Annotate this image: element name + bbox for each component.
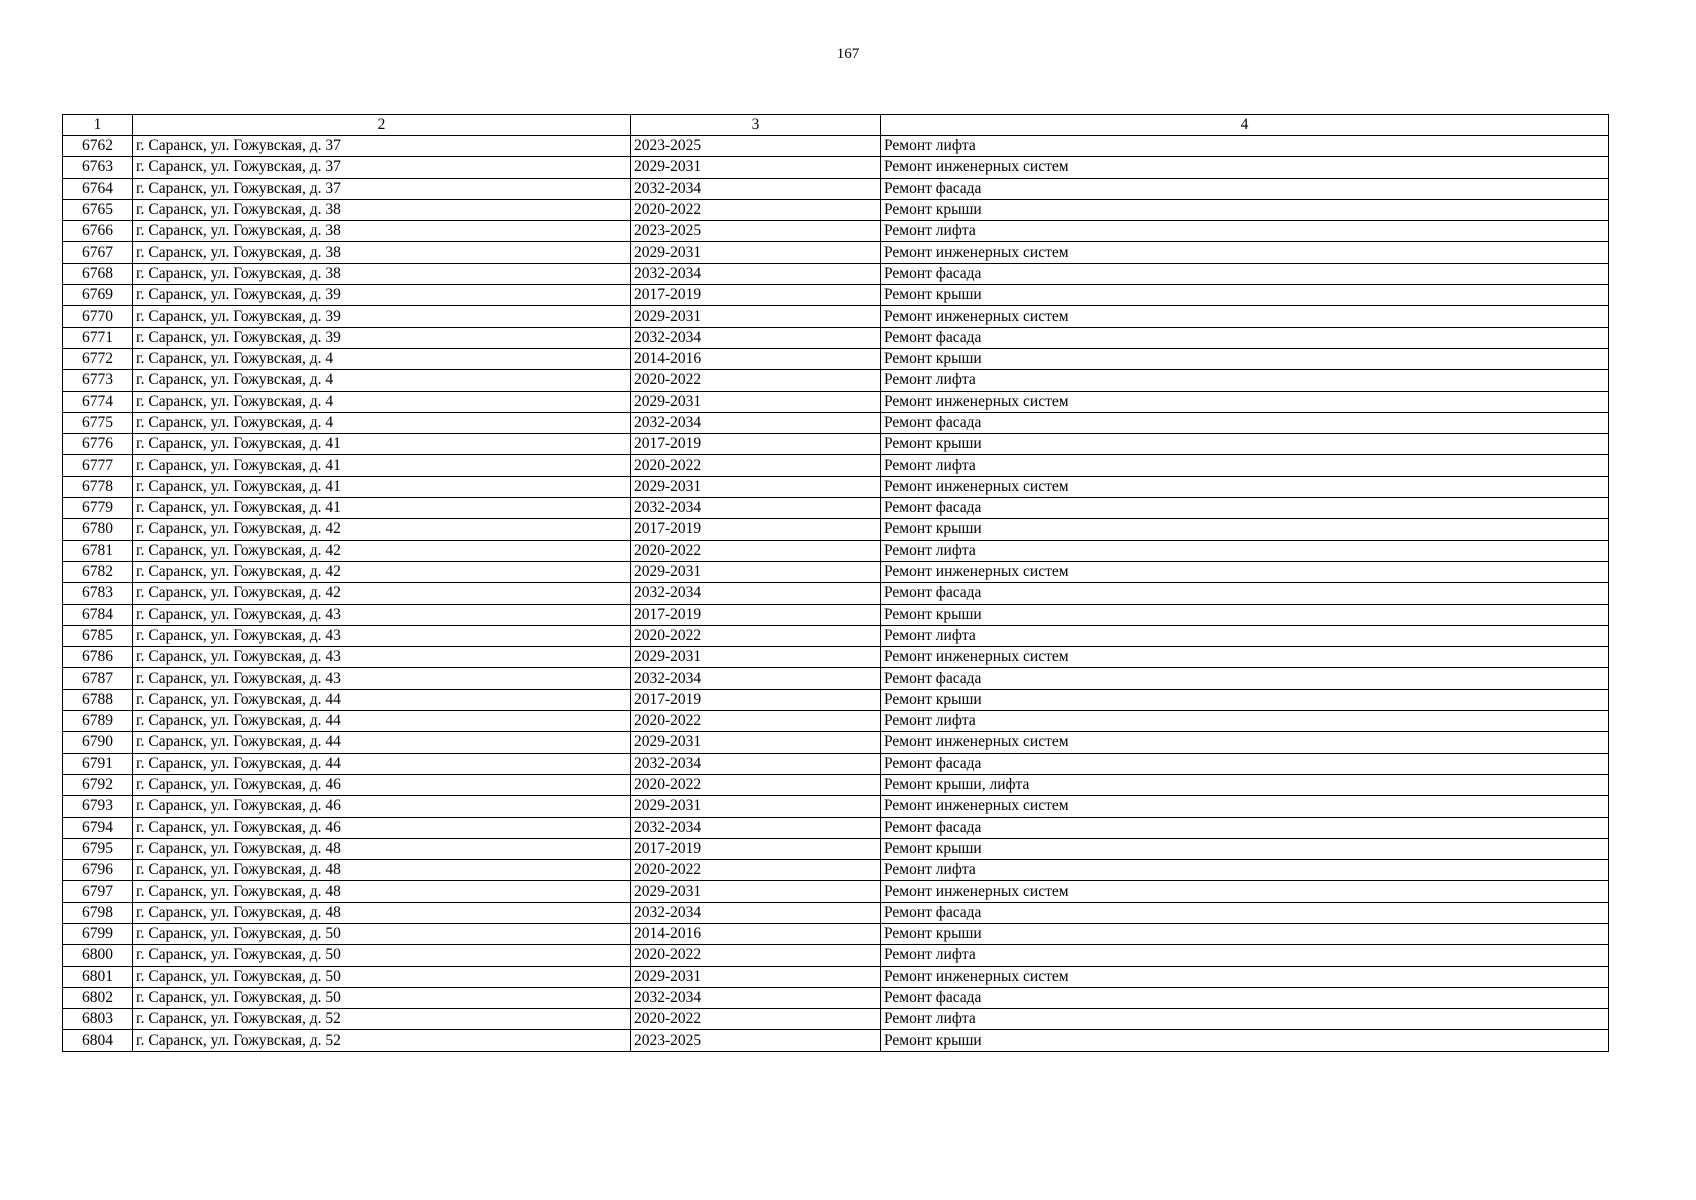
table-row xyxy=(63,391,1609,412)
table-row xyxy=(63,498,1609,519)
column-header-1: 1 xyxy=(63,115,133,136)
row-number: 6779 xyxy=(63,498,133,519)
row-number: 6795 xyxy=(63,838,133,859)
page-number: 167 xyxy=(836,46,860,62)
row-number: 6763 xyxy=(63,157,133,178)
work-type-cell: Ремонт крыши xyxy=(881,348,1609,369)
period-cell: 2029-2031 xyxy=(631,157,881,178)
address-cell: г. Саранск, ул. Гожувская, д. 48 xyxy=(133,881,631,902)
row-number: 6792 xyxy=(63,774,133,795)
work-type-cell: Ремонт инженерных систем xyxy=(881,796,1609,817)
period-cell: 2032-2034 xyxy=(631,327,881,348)
work-type-cell: Ремонт инженерных систем xyxy=(881,157,1609,178)
address-cell: г. Саранск, ул. Гожувская, д. 52 xyxy=(133,1009,631,1030)
address-cell: г. Саранск, ул. Гожувская, д. 41 xyxy=(133,498,631,519)
address-cell: г. Саранск, ул. Гожувская, д. 48 xyxy=(133,838,631,859)
table-row xyxy=(63,817,1609,838)
period-cell: 2023-2025 xyxy=(631,221,881,242)
address-cell: г. Саранск, ул. Гожувская, д. 52 xyxy=(133,1030,631,1051)
address-cell: г. Саранск, ул. Гожувская, д. 4 xyxy=(133,370,631,391)
row-number: 6775 xyxy=(63,412,133,433)
table-row xyxy=(63,476,1609,497)
work-type-cell: Ремонт фасада xyxy=(881,263,1609,284)
address-cell: г. Саранск, ул. Гожувская, д. 43 xyxy=(133,647,631,668)
row-number: 6791 xyxy=(63,753,133,774)
address-cell: г. Саранск, ул. Гожувская, д. 44 xyxy=(133,732,631,753)
address-cell: г. Саранск, ул. Гожувская, д. 38 xyxy=(133,242,631,263)
address-cell: г. Саранск, ул. Гожувская, д. 39 xyxy=(133,327,631,348)
address-cell: г. Саранск, ул. Гожувская, д. 4 xyxy=(133,391,631,412)
work-type-cell: Ремонт инженерных систем xyxy=(881,242,1609,263)
address-cell: г. Саранск, ул. Гожувская, д. 50 xyxy=(133,987,631,1008)
period-cell: 2032-2034 xyxy=(631,412,881,433)
work-type-cell: Ремонт фасада xyxy=(881,412,1609,433)
table-row xyxy=(63,753,1609,774)
table-row xyxy=(63,157,1609,178)
row-number: 6767 xyxy=(63,242,133,263)
work-type-cell: Ремонт лифта xyxy=(881,860,1609,881)
row-number: 6799 xyxy=(63,923,133,944)
table-row xyxy=(63,285,1609,306)
work-type-cell: Ремонт фасада xyxy=(881,902,1609,923)
period-cell: 2029-2031 xyxy=(631,476,881,497)
period-cell: 2029-2031 xyxy=(631,306,881,327)
table-row xyxy=(63,221,1609,242)
row-number: 6777 xyxy=(63,455,133,476)
work-type-cell: Ремонт крыши xyxy=(881,1030,1609,1051)
table-row xyxy=(63,732,1609,753)
table-row xyxy=(63,242,1609,263)
period-cell: 2020-2022 xyxy=(631,370,881,391)
address-cell: г. Саранск, ул. Гожувская, д. 48 xyxy=(133,902,631,923)
row-number: 6773 xyxy=(63,370,133,391)
address-cell: г. Саранск, ул. Гожувская, д. 43 xyxy=(133,668,631,689)
row-number: 6772 xyxy=(63,348,133,369)
address-cell: г. Саранск, ул. Гожувская, д. 44 xyxy=(133,753,631,774)
table-row xyxy=(63,796,1609,817)
work-type-cell: Ремонт крыши xyxy=(881,689,1609,710)
period-cell: 2032-2034 xyxy=(631,178,881,199)
address-cell: г. Саранск, ул. Гожувская, д. 42 xyxy=(133,519,631,540)
work-type-cell: Ремонт крыши xyxy=(881,285,1609,306)
work-type-cell: Ремонт фасада xyxy=(881,668,1609,689)
period-cell: 2014-2016 xyxy=(631,923,881,944)
address-cell: г. Саранск, ул. Гожувская, д. 38 xyxy=(133,263,631,284)
row-number: 6788 xyxy=(63,689,133,710)
work-type-cell: Ремонт крыши xyxy=(881,838,1609,859)
table-row xyxy=(63,711,1609,732)
period-cell: 2023-2025 xyxy=(631,1030,881,1051)
row-number: 6764 xyxy=(63,178,133,199)
row-number: 6802 xyxy=(63,987,133,1008)
work-type-cell: Ремонт фасада xyxy=(881,498,1609,519)
work-type-cell: Ремонт крыши xyxy=(881,199,1609,220)
table-row xyxy=(63,625,1609,646)
work-type-cell: Ремонт инженерных систем xyxy=(881,966,1609,987)
period-cell: 2020-2022 xyxy=(631,1009,881,1030)
row-number: 6796 xyxy=(63,860,133,881)
address-cell: г. Саранск, ул. Гожувская, д. 41 xyxy=(133,434,631,455)
address-cell: г. Саранск, ул. Гожувская, д. 37 xyxy=(133,178,631,199)
work-type-cell: Ремонт лифта xyxy=(881,455,1609,476)
table-row xyxy=(63,838,1609,859)
period-cell: 2017-2019 xyxy=(631,285,881,306)
period-cell: 2017-2019 xyxy=(631,838,881,859)
row-number: 6780 xyxy=(63,519,133,540)
table-row xyxy=(63,327,1609,348)
period-cell: 2020-2022 xyxy=(631,199,881,220)
table-row xyxy=(63,178,1609,199)
address-cell: г. Саранск, ул. Гожувская, д. 50 xyxy=(133,966,631,987)
address-cell: г. Саранск, ул. Гожувская, д. 50 xyxy=(133,945,631,966)
work-type-cell: Ремонт лифта xyxy=(881,221,1609,242)
period-cell: 2020-2022 xyxy=(631,945,881,966)
work-type-cell: Ремонт фасада xyxy=(881,583,1609,604)
table-row xyxy=(63,923,1609,944)
address-cell: г. Саранск, ул. Гожувская, д. 44 xyxy=(133,711,631,732)
period-cell: 2017-2019 xyxy=(631,689,881,710)
table-row xyxy=(63,561,1609,582)
period-cell: 2020-2022 xyxy=(631,625,881,646)
row-number: 6782 xyxy=(63,561,133,582)
period-cell: 2032-2034 xyxy=(631,263,881,284)
table-row xyxy=(63,987,1609,1008)
table-row xyxy=(63,306,1609,327)
address-cell: г. Саранск, ул. Гожувская, д. 37 xyxy=(133,136,631,157)
row-number: 6762 xyxy=(63,136,133,157)
row-number: 6778 xyxy=(63,476,133,497)
work-type-cell: Ремонт лифта xyxy=(881,1009,1609,1030)
period-cell: 2032-2034 xyxy=(631,583,881,604)
period-cell: 2029-2031 xyxy=(631,391,881,412)
work-type-cell: Ремонт крыши xyxy=(881,604,1609,625)
address-cell: г. Саранск, ул. Гожувская, д. 50 xyxy=(133,923,631,944)
period-cell: 2029-2031 xyxy=(631,732,881,753)
row-number: 6784 xyxy=(63,604,133,625)
address-cell: г. Саранск, ул. Гожувская, д. 41 xyxy=(133,476,631,497)
work-type-cell: Ремонт инженерных систем xyxy=(881,391,1609,412)
work-type-cell: Ремонт крыши, лифта xyxy=(881,774,1609,795)
row-number: 6785 xyxy=(63,625,133,646)
work-type-cell: Ремонт лифта xyxy=(881,625,1609,646)
period-cell: 2029-2031 xyxy=(631,561,881,582)
address-cell: г. Саранск, ул. Гожувская, д. 48 xyxy=(133,860,631,881)
period-cell: 2032-2034 xyxy=(631,753,881,774)
address-cell: г. Саранск, ул. Гожувская, д. 37 xyxy=(133,157,631,178)
work-type-cell: Ремонт инженерных систем xyxy=(881,561,1609,582)
table-row xyxy=(63,455,1609,476)
row-number: 6765 xyxy=(63,199,133,220)
table-row xyxy=(63,1009,1609,1030)
address-cell: г. Саранск, ул. Гожувская, д. 43 xyxy=(133,604,631,625)
row-number: 6776 xyxy=(63,434,133,455)
work-type-cell: Ремонт фасада xyxy=(881,753,1609,774)
table-row xyxy=(63,881,1609,902)
table-row xyxy=(63,689,1609,710)
row-number: 6800 xyxy=(63,945,133,966)
period-cell: 2029-2031 xyxy=(631,647,881,668)
table-row xyxy=(63,668,1609,689)
row-number: 6789 xyxy=(63,711,133,732)
repair-schedule-table xyxy=(62,114,1609,1052)
row-number: 6771 xyxy=(63,327,133,348)
address-cell: г. Саранск, ул. Гожувская, д. 38 xyxy=(133,221,631,242)
row-number: 6793 xyxy=(63,796,133,817)
table-row xyxy=(63,860,1609,881)
address-cell: г. Саранск, ул. Гожувская, д. 43 xyxy=(133,625,631,646)
work-type-cell: Ремонт крыши xyxy=(881,519,1609,540)
table-row xyxy=(63,348,1609,369)
work-type-cell: Ремонт инженерных систем xyxy=(881,476,1609,497)
period-cell: 2029-2031 xyxy=(631,796,881,817)
address-cell: г. Саранск, ул. Гожувская, д. 39 xyxy=(133,306,631,327)
table-row xyxy=(63,604,1609,625)
work-type-cell: Ремонт лифта xyxy=(881,136,1609,157)
table-header xyxy=(63,115,1609,136)
address-cell: г. Саранск, ул. Гожувская, д. 42 xyxy=(133,561,631,582)
work-type-cell: Ремонт лифта xyxy=(881,711,1609,732)
table-row xyxy=(63,540,1609,561)
row-number: 6798 xyxy=(63,902,133,923)
row-number: 6774 xyxy=(63,391,133,412)
table-row xyxy=(63,774,1609,795)
table-row xyxy=(63,434,1609,455)
row-number: 6804 xyxy=(63,1030,133,1051)
row-number: 6794 xyxy=(63,817,133,838)
work-type-cell: Ремонт крыши xyxy=(881,923,1609,944)
address-cell: г. Саранск, ул. Гожувская, д. 42 xyxy=(133,583,631,604)
period-cell: 2017-2019 xyxy=(631,604,881,625)
work-type-cell: Ремонт лифта xyxy=(881,370,1609,391)
work-type-cell: Ремонт фасада xyxy=(881,178,1609,199)
table-row xyxy=(63,902,1609,923)
table-row xyxy=(63,136,1609,157)
period-cell: 2020-2022 xyxy=(631,711,881,732)
row-number: 6801 xyxy=(63,966,133,987)
table-row xyxy=(63,945,1609,966)
table-row xyxy=(63,966,1609,987)
period-cell: 2029-2031 xyxy=(631,881,881,902)
row-number: 6797 xyxy=(63,881,133,902)
work-type-cell: Ремонт инженерных систем xyxy=(881,647,1609,668)
period-cell: 2029-2031 xyxy=(631,242,881,263)
row-number: 6766 xyxy=(63,221,133,242)
row-number: 6781 xyxy=(63,540,133,561)
row-number: 6770 xyxy=(63,306,133,327)
period-cell: 2017-2019 xyxy=(631,434,881,455)
address-cell: г. Саранск, ул. Гожувская, д. 46 xyxy=(133,817,631,838)
work-type-cell: Ремонт лифта xyxy=(881,945,1609,966)
address-cell: г. Саранск, ул. Гожувская, д. 44 xyxy=(133,689,631,710)
table-row xyxy=(63,1030,1609,1051)
row-number: 6783 xyxy=(63,583,133,604)
work-type-cell: Ремонт фасада xyxy=(881,817,1609,838)
row-number: 6803 xyxy=(63,1009,133,1030)
table-row xyxy=(63,519,1609,540)
row-number: 6769 xyxy=(63,285,133,306)
period-cell: 2020-2022 xyxy=(631,540,881,561)
work-type-cell: Ремонт крыши xyxy=(881,434,1609,455)
period-cell: 2020-2022 xyxy=(631,455,881,476)
work-type-cell: Ремонт инженерных систем xyxy=(881,732,1609,753)
period-cell: 2029-2031 xyxy=(631,966,881,987)
address-cell: г. Саранск, ул. Гожувская, д. 39 xyxy=(133,285,631,306)
column-header-3: 3 xyxy=(631,115,881,136)
period-cell: 2032-2034 xyxy=(631,668,881,689)
period-cell: 2023-2025 xyxy=(631,136,881,157)
work-type-cell: Ремонт лифта xyxy=(881,540,1609,561)
column-header-4: 4 xyxy=(881,115,1609,136)
work-type-cell: Ремонт фасада xyxy=(881,327,1609,348)
table-row xyxy=(63,647,1609,668)
row-number: 6790 xyxy=(63,732,133,753)
address-cell: г. Саранск, ул. Гожувская, д. 38 xyxy=(133,199,631,220)
period-cell: 2020-2022 xyxy=(631,860,881,881)
period-cell: 2032-2034 xyxy=(631,987,881,1008)
period-cell: 2017-2019 xyxy=(631,519,881,540)
work-type-cell: Ремонт инженерных систем xyxy=(881,306,1609,327)
table-row xyxy=(63,263,1609,284)
column-header-2: 2 xyxy=(133,115,631,136)
period-cell: 2032-2034 xyxy=(631,817,881,838)
work-type-cell: Ремонт фасада xyxy=(881,987,1609,1008)
table-row xyxy=(63,412,1609,433)
work-type-cell: Ремонт инженерных систем xyxy=(881,881,1609,902)
address-cell: г. Саранск, ул. Гожувская, д. 4 xyxy=(133,348,631,369)
period-cell: 2032-2034 xyxy=(631,498,881,519)
period-cell: 2020-2022 xyxy=(631,774,881,795)
address-cell: г. Саранск, ул. Гожувская, д. 42 xyxy=(133,540,631,561)
period-cell: 2014-2016 xyxy=(631,348,881,369)
address-cell: г. Саранск, ул. Гожувская, д. 46 xyxy=(133,774,631,795)
table-row xyxy=(63,370,1609,391)
table-row xyxy=(63,583,1609,604)
table-body xyxy=(63,136,1609,1052)
address-cell: г. Саранск, ул. Гожувская, д. 41 xyxy=(133,455,631,476)
header-row xyxy=(63,115,1609,136)
period-cell: 2032-2034 xyxy=(631,902,881,923)
address-cell: г. Саранск, ул. Гожувская, д. 4 xyxy=(133,412,631,433)
row-number: 6787 xyxy=(63,668,133,689)
row-number: 6786 xyxy=(63,647,133,668)
row-number: 6768 xyxy=(63,263,133,284)
address-cell: г. Саранск, ул. Гожувская, д. 46 xyxy=(133,796,631,817)
table-row xyxy=(63,199,1609,220)
